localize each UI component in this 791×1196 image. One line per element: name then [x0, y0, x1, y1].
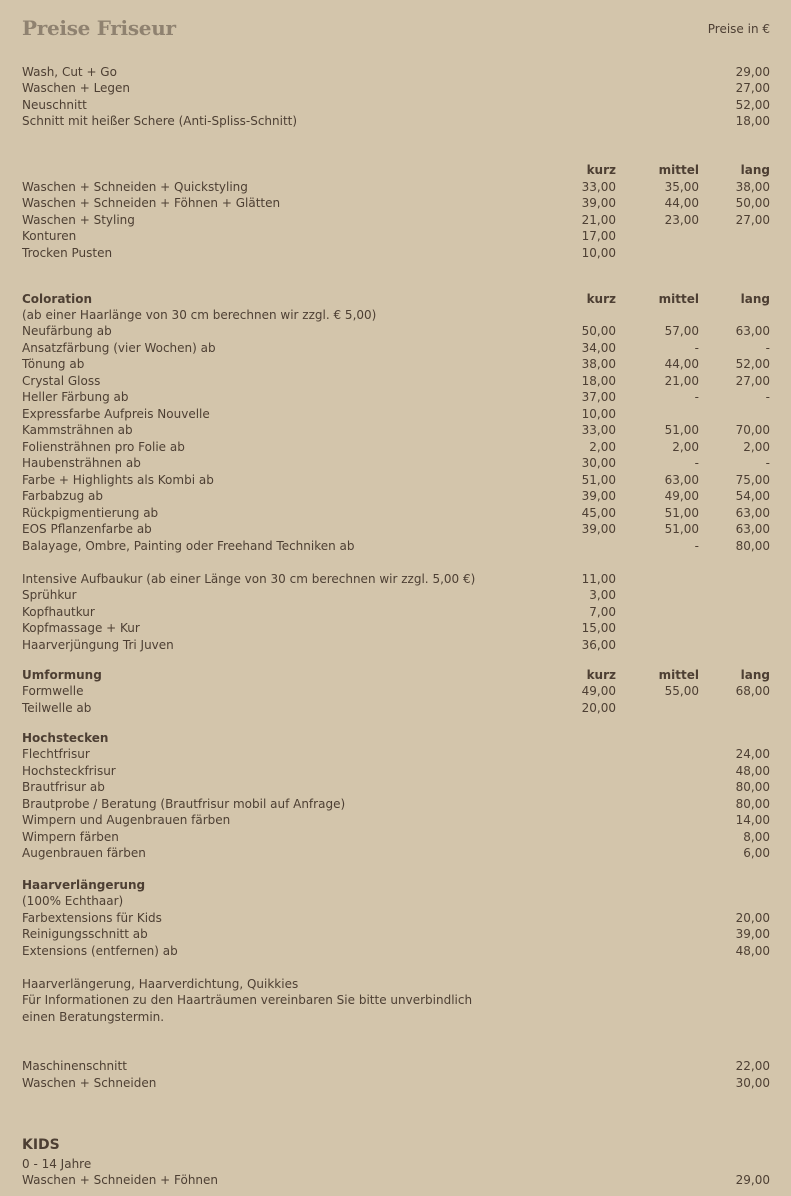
price-row [22, 505, 770, 521]
price-row [22, 1172, 770, 1188]
price-value: 51,00 [664, 423, 699, 437]
price-value: 48,00 [735, 764, 770, 778]
price-value: 80,00 [735, 797, 770, 811]
price-row [22, 910, 770, 926]
price-row [22, 829, 770, 845]
service-label: Intensive Aufbaukur (ab einer Länge von 30 cm berechnen wir zzgl. 5,00 €) [22, 572, 476, 586]
service-label: Haubensträhnen ab [22, 456, 141, 470]
price-value: 70,00 [735, 423, 770, 437]
price-value: 27,00 [735, 81, 770, 95]
price-value: 33,00 [581, 180, 616, 194]
price-row [22, 228, 770, 244]
price-row [22, 1137, 770, 1153]
price-value: 22,00 [735, 1059, 770, 1073]
price-row [22, 195, 770, 211]
service-label: 0 - 14 Jahre [22, 1157, 92, 1171]
price-value: 52,00 [735, 357, 770, 371]
price-value: 68,00 [735, 684, 770, 698]
price-value: 33,00 [581, 423, 616, 437]
service-label: Reinigungsschnitt ab [22, 927, 148, 941]
price-value: 2,00 [589, 440, 616, 454]
price-value: 63,00 [664, 473, 699, 487]
service-label: Maschinenschnitt [22, 1059, 127, 1073]
price-value: 39,00 [735, 927, 770, 941]
price-row [22, 521, 770, 537]
section-title: Haarverlängerung [22, 878, 146, 892]
price-row [22, 422, 770, 438]
price-row [22, 763, 770, 779]
price-row [22, 620, 770, 636]
price-row [22, 812, 770, 828]
price-value: 11,00 [581, 572, 616, 586]
price-value: - [765, 341, 770, 355]
price-row [22, 1075, 770, 1091]
price-value: 8,00 [743, 830, 770, 844]
section-header-row [22, 667, 770, 683]
service-label: Kopfmassage + Kur [22, 621, 140, 635]
price-row [22, 323, 770, 339]
currency-note: Preise in € [707, 22, 770, 36]
price-value: 2,00 [743, 440, 770, 454]
service-label: Crystal Gloss [22, 374, 101, 388]
price-row [22, 245, 770, 261]
column-header: kurz [586, 163, 616, 177]
column-header: lang [740, 163, 770, 177]
service-label: (ab einer Haarlänge von 30 cm berechnen wir zzgl. € 5,00) [22, 308, 377, 322]
service-label: Ansatzfärbung (vier Wochen) ab [22, 341, 216, 355]
price-value: 24,00 [735, 747, 770, 761]
price-row [22, 356, 770, 372]
service-label: Neufärbung ab [22, 324, 112, 338]
column-header: lang [740, 668, 770, 682]
price-value: 45,00 [581, 506, 616, 520]
price-value: 2,00 [672, 440, 699, 454]
service-label: Waschen + Schneiden + Föhnen + Glätten [22, 196, 281, 210]
price-row [22, 976, 770, 992]
service-label: Formwelle [22, 684, 84, 698]
price-value: - [765, 390, 770, 404]
price-row [22, 389, 770, 405]
service-label: Schnitt mit heißer Schere (Anti-Spliss-Schnitt) [22, 114, 298, 128]
service-label: Waschen + Schneiden + Föhnen [22, 1173, 219, 1187]
price-value: 80,00 [735, 539, 770, 553]
price-row [22, 571, 770, 587]
price-row [22, 992, 770, 1008]
service-label: (100% Echthaar) [22, 894, 124, 908]
price-value: 6,00 [743, 846, 770, 860]
price-value: 37,00 [581, 390, 616, 404]
column-header: lang [740, 292, 770, 306]
service-label: Trocken Pusten [22, 246, 113, 260]
service-label: EOS Pflanzenfarbe ab [22, 522, 152, 536]
price-value: 10,00 [581, 246, 616, 260]
service-label: Foliensträhnen pro Folie ab [22, 440, 185, 454]
price-row [22, 97, 770, 113]
price-value: 54,00 [735, 489, 770, 503]
service-label: Waschen + Styling [22, 213, 135, 227]
price-row [22, 683, 770, 699]
price-row [22, 406, 770, 422]
column-header: kurz [586, 292, 616, 306]
column-header: mittel [658, 163, 699, 177]
price-value: 51,00 [581, 473, 616, 487]
service-label: Teilwelle ab [22, 701, 92, 715]
price-value: 20,00 [735, 911, 770, 925]
price-value: 35,00 [664, 180, 699, 194]
price-value: 52,00 [735, 98, 770, 112]
price-value: 20,00 [581, 701, 616, 715]
service-label: Balayage, Ombre, Painting oder Freehand Techniken ab [22, 539, 355, 553]
column-header: mittel [658, 292, 699, 306]
service-label: Waschen + Schneiden [22, 1076, 157, 1090]
price-value: 36,00 [581, 638, 616, 652]
price-value: - [694, 341, 699, 355]
price-value: 30,00 [735, 1076, 770, 1090]
section-title: KIDS [22, 1137, 60, 1153]
service-label: Rückpigmentierung ab [22, 506, 159, 520]
service-label: Flechtfrisur [22, 747, 90, 761]
price-value: 27,00 [735, 213, 770, 227]
price-value: 29,00 [735, 65, 770, 79]
price-value: 29,00 [735, 1173, 770, 1187]
price-value: 75,00 [735, 473, 770, 487]
price-row [22, 1009, 770, 1025]
price-row [22, 538, 770, 554]
price-value: 21,00 [664, 374, 699, 388]
price-value: 63,00 [735, 324, 770, 338]
page-title: Preise Friseur [22, 16, 176, 40]
service-label: Farbextensions für Kids [22, 911, 162, 925]
price-value: 34,00 [581, 341, 616, 355]
price-row [22, 179, 770, 195]
service-label: Kammsträhnen ab [22, 423, 133, 437]
section-title: Umformung [22, 668, 102, 682]
service-label: Konturen [22, 229, 77, 243]
price-value: 57,00 [664, 324, 699, 338]
price-row [22, 943, 770, 959]
section-header-row [22, 877, 770, 893]
price-row [22, 587, 770, 603]
service-label: Expressfarbe Aufpreis Nouvelle [22, 407, 210, 421]
price-value: 50,00 [735, 196, 770, 210]
section-header-row [22, 162, 770, 178]
service-label: Sprühkur [22, 588, 77, 602]
price-row [22, 746, 770, 762]
price-row [22, 439, 770, 455]
price-value: 39,00 [581, 196, 616, 210]
price-value: 51,00 [664, 522, 699, 536]
service-label: Waschen + Legen [22, 81, 131, 95]
price-row [22, 926, 770, 942]
service-label: einen Beratungstermin. [22, 1010, 165, 1024]
service-label: Augenbrauen färben [22, 846, 146, 860]
section-title: Hochstecken [22, 731, 109, 745]
price-value: 23,00 [664, 213, 699, 227]
section-title: Coloration [22, 292, 93, 306]
price-value: 63,00 [735, 506, 770, 520]
price-value: 39,00 [581, 522, 616, 536]
price-row [22, 1058, 770, 1074]
price-value: 18,00 [735, 114, 770, 128]
price-row [22, 113, 770, 129]
service-label: Extensions (entfernen) ab [22, 944, 178, 958]
price-value: 44,00 [664, 196, 699, 210]
price-value: 50,00 [581, 324, 616, 338]
price-value: 51,00 [664, 506, 699, 520]
price-value: 3,00 [589, 588, 616, 602]
price-value: - [694, 390, 699, 404]
service-label: Wimpern färben [22, 830, 119, 844]
service-label: Haarverlängerung, Haarverdichtung, Quikkies [22, 977, 299, 991]
price-value: 38,00 [735, 180, 770, 194]
price-row [22, 779, 770, 795]
price-value: 14,00 [735, 813, 770, 827]
service-label: Neuschnitt [22, 98, 87, 112]
price-value: 49,00 [581, 684, 616, 698]
price-value: - [765, 456, 770, 470]
service-label: Brautprobe / Beratung (Brautfrisur mobil auf Anfrage) [22, 797, 346, 811]
price-row [22, 455, 770, 471]
service-label: Für Informationen zu den Haarträumen vereinbaren Sie bitte unverbindlich [22, 993, 473, 1007]
service-label: Heller Färbung ab [22, 390, 129, 404]
price-value: 18,00 [581, 374, 616, 388]
price-row [22, 472, 770, 488]
section-header-row [22, 291, 770, 307]
price-value: 55,00 [664, 684, 699, 698]
price-value: 44,00 [664, 357, 699, 371]
price-value: 27,00 [735, 374, 770, 388]
service-label: Brautfrisur ab [22, 780, 105, 794]
column-header: kurz [586, 668, 616, 682]
service-label: Wash, Cut + Go [22, 65, 117, 79]
price-value: 10,00 [581, 407, 616, 421]
price-row [22, 1156, 770, 1172]
price-value: 21,00 [581, 213, 616, 227]
column-header: mittel [658, 668, 699, 682]
price-value: - [694, 539, 699, 553]
price-value: 39,00 [581, 489, 616, 503]
price-value: 48,00 [735, 944, 770, 958]
service-label: Hochsteckfrisur [22, 764, 116, 778]
price-row [22, 373, 770, 389]
price-value: - [694, 456, 699, 470]
service-label: Kopfhautkur [22, 605, 95, 619]
price-row [22, 80, 770, 96]
service-label: Farbe + Highlights als Kombi ab [22, 473, 214, 487]
price-row [22, 637, 770, 653]
price-row [22, 796, 770, 812]
price-value: 49,00 [664, 489, 699, 503]
price-value: 17,00 [581, 229, 616, 243]
price-value: 63,00 [735, 522, 770, 536]
price-row [22, 212, 770, 228]
price-value: 80,00 [735, 780, 770, 794]
price-value: 15,00 [581, 621, 616, 635]
price-row [22, 604, 770, 620]
service-label: Waschen + Schneiden + Quickstyling [22, 180, 248, 194]
price-row [22, 340, 770, 356]
service-label: Haarverjüngung Tri Juven [22, 638, 174, 652]
price-row [22, 700, 770, 716]
section-header-row [22, 730, 770, 746]
price-row [22, 845, 770, 861]
price-row [22, 893, 770, 909]
price-value: 30,00 [581, 456, 616, 470]
service-label: Farbabzug ab [22, 489, 103, 503]
service-label: Wimpern und Augenbrauen färben [22, 813, 231, 827]
price-value: 7,00 [589, 605, 616, 619]
price-row [22, 307, 770, 323]
price-row [22, 64, 770, 80]
service-label: Tönung ab [22, 357, 85, 371]
price-value: 38,00 [581, 357, 616, 371]
price-row [22, 488, 770, 504]
